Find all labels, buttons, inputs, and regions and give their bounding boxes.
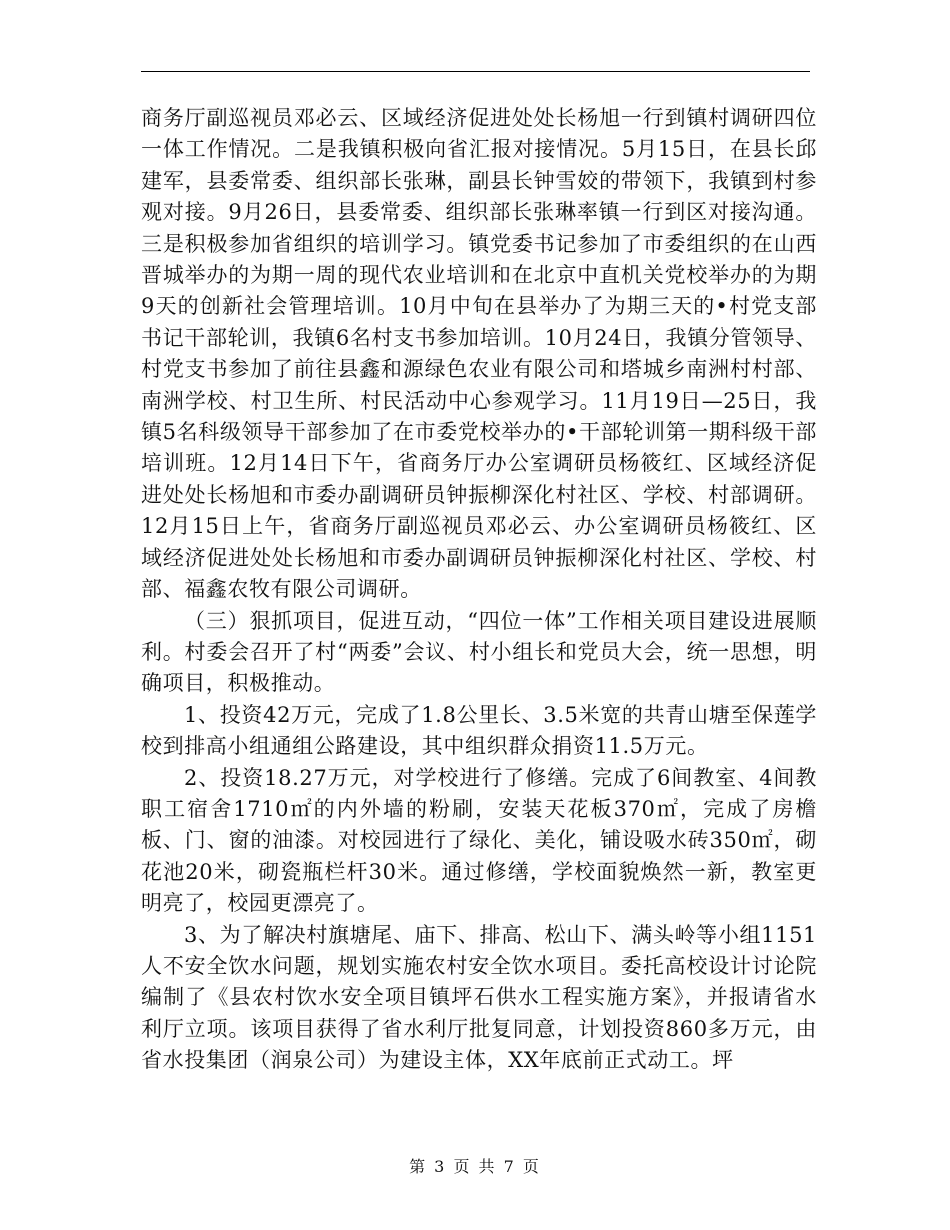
paragraph-activities: 商务厅副巡视员邓必云、区域经济促进处处长杨旭一行到镇村调研四位一体工作情况。二是我镇积极向省汇报对接情况。5月15日，在县长邱建军，县委常委、组织部长张琳，副县长钟雪姣的带领下，我镇到村参观对接。9月26日，县委常委、组织部长张琳率镇一行到区对接沟通。三是积极参加省组织的培训学习。镇党委书记参加了市委组织的在山西晋城举办的为期一周的现代农业培训和在北京中直机关党校举办的为期9天的创新社会管理培训。10月中旬在县举办了为期三天的•村党支部书记干部轮训，我镇6名村支书参加培训。10月24日，我镇分管领导、村党支书参加了前往县鑫和源绿色农业有限公司和塔城乡南洲村村部、南洲学校、村卫生所、村民活动中心参观学习。11月19日—25日，我镇5名科级领导干部参加了在市委党校举办的•干部轮训第一期科级干部培训班。12月14日下午，省商务厅办公室调研员杨筱红、区域经济促进处处长杨旭和市委办副调研员钟振柳深化村社区、学校、村部调研。12月15日上午，省商务厅副巡视员邓必云、办公室调研员杨筱红、区域经济促进处处长杨旭和市委办副调研员钟振柳深化村社区、学校、村部、福鑫农牧有限公司调研。 (141, 106, 817, 602)
header-rule (141, 71, 810, 72)
paragraph-road-project: 1、投资42万元，完成了1.8公里长、3.5米宽的共青山塘至保莲学校到排高小组通组公路建设，其中组织群众捐资11.5万元。 (141, 702, 817, 759)
paragraph-water-project: 3、为了解决村旗塘尾、庙下、排高、松山下、满头岭等小组1151人不安全饮水问题，规划实施农村安全饮水项目。委托高校设计讨论院编制了《县农村饮水安全项目镇坪石供水工程实施方案》，并报请省水利厅立项。该项目获得了省水利厅批复同意，计划投资860多万元，由省水投集团（润泉公司）为建设主体，XX年底前正式动工。坪 (141, 922, 817, 1073)
page-number-footer: 第 3 页 共 7 页 (409, 1157, 541, 1176)
paragraph-school-repair: 2、投资18.27万元，对学校进行了修缮。完成了6间教室、4间教职工宿舍1710㎡的内外墙的粉刷，安装天花板370㎡，完成了房檐板、门、窗的油漆。对校园进行了绿化、美化，铺设吸水砖350㎡，砌花池20米，砌瓷瓶栏杆30米。通过修缮，学校面貌焕然一新，教室更明亮了，校园更漂亮了。 (141, 765, 817, 916)
paragraph-projects-heading: （三）狠抓项目，促进互动，“四位一体”工作相关项目建设进展顺利。村委会召开了村“两委”会议、村小组长和党员大会，统一思想，明确项目，积极推动。 (141, 608, 817, 696)
document-body (141, 103, 817, 1077)
